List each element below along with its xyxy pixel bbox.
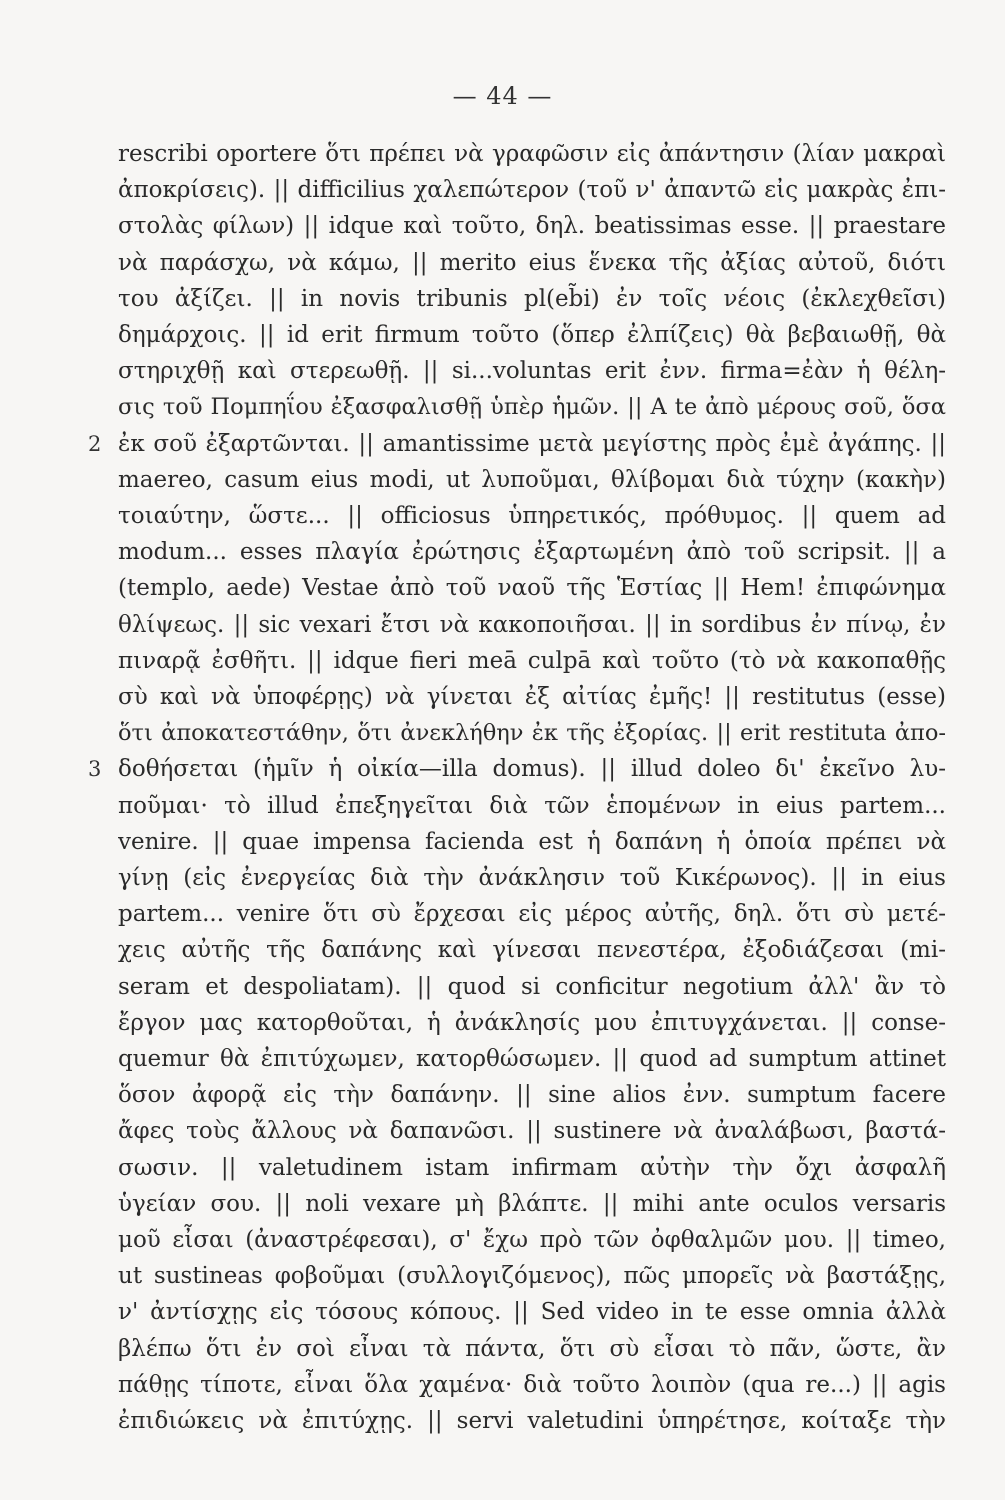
- text-line: δημάρχοις. || id erit firmum τοῦτο (ὅπερ ἐλπίζεις) θὰ βεβαιωθῇ, θὰ: [118, 322, 946, 348]
- text-line: ἔργον μας κατορθοῦται, ἡ ἀνάκλησίς μου ἐπιτυγχάνεται. || conse-: [118, 1009, 946, 1036]
- text-line: ἐκ σοῦ ἐξαρτῶνται. || amantissime μετὰ μεγίστης πρὸς ἐμὲ ἀγάπης. ||: [118, 430, 946, 457]
- text-line: σὺ καὶ νὰ ὑποφέρῃς) νὰ γίνεται ἐξ αἰτίας ἐμῆς! || restitutus (esse): [118, 684, 946, 710]
- text-line: ut sustineas φοβοῦμαι (συλλογιζόμενος), πῶς μπορεῖς νὰ βαστάξῃς,: [118, 1263, 946, 1290]
- text-line: χεις αὐτῆς τῆς δαπάνης καὶ γίνεσαι πενεστέρα, ἐξοδιάζεσαι (mi-: [118, 937, 946, 964]
- text-line: ὅσον ἀφορᾷ εἰς τὴν δαπάνην. || sine alios ἐνν. sumptum facere: [118, 1082, 946, 1109]
- text-line: βλέπω ὅτι ἐν σοὶ εἶναι τὰ πάντα, ὅτι σὺ εἶσαι τὸ πᾶν, ὥστε, ἂν: [118, 1335, 946, 1362]
- text-line: ἀποκρίσεις). || difficilius χαλεπώτερον (τοῦ ν' ἀπαντῶ εἰς μακρὰς ἐπι-: [118, 177, 946, 204]
- text-line: partem... venire ὅτι σὺ ἔρχεσαι εἰς μέρος αὐτῆς, δηλ. ὅτι σὺ μετέ-: [118, 901, 946, 928]
- text-line: ὑγείαν σου. || noli vexare μὴ βλάπτε. || mihi ante oculos versaris: [118, 1190, 946, 1217]
- text-line: πάθῃς τίποτε, εἶναι ὅλα χαμένα· διὰ τοῦτο λοιπὸν (qua re...) || agis: [118, 1371, 946, 1398]
- text-line: ἄφες τοὺς ἄλλους νὰ δαπανῶσι. || sustinere νὰ ἀναλάβωσι, βαστά-: [118, 1118, 946, 1145]
- text-line: του ἀξίζει. || in novis tribunis pl(eb̃i) ἐν τοῖς νέοις (ἐκλεχθεῖσι): [118, 285, 946, 312]
- text-line: τοιαύτην, ὥστε... || officiosus ὑπηρετικός, πρόθυμος. || quem ad: [118, 503, 946, 529]
- text-line: νὰ παράσχω, νὰ κάμω, || merito eius ἕνεκα τῆς ἀξίας αὐτοῦ, διότι: [118, 249, 946, 276]
- text-line: μοῦ εἶσαι (ἀναστρέφεσαι), σ' ἔχω πρὸ τῶν ὀφθαλμῶν μου. || timeo,: [118, 1227, 946, 1253]
- text-line: ν' ἀντίσχῃς εἰς τόσους κόπους. || Sed video in te esse omnia ἀλλὰ: [118, 1299, 946, 1326]
- text-line: modum... esses πλαγία ἐρώτησις ἐξαρτωμένη ἀπὸ τοῦ scripsit. || a: [118, 539, 946, 566]
- text-line: θλίψεως. || sic vexari ἔτσι νὰ κακοποιῆσαι. || in sordibus ἐν πίνῳ, ἐν: [118, 611, 946, 638]
- text-line: seram et despoliatam). || quod si conficitur negotium ἀλλ' ἂν τὸ: [118, 973, 946, 1000]
- text-line: rescribi oportere ὅτι πρέπει νὰ γραφῶσιν εἰς ἀπάντησιν (λίαν μακραὶ: [118, 141, 946, 167]
- text-line: ἐπιδιώκεις νὰ ἐπιτύχῃς. || servi valetudini ὑπηρέτησε, κοίταξε τὴν: [118, 1408, 946, 1434]
- text-line: στολὰς φίλων) || idque καὶ τοῦτο, δηλ. beatissimas esse. || praestare: [118, 213, 946, 240]
- text-line: (templo, aede) Vestae ἀπὸ τοῦ ναοῦ τῆς Ἑστίας || Hem! ἐπιφώνημα: [118, 575, 946, 602]
- text-line: δοθήσεται (ἡμῖν ἡ οἰκία—illa domus). || illud doleo δι' ἐκεῖνο λυ-: [118, 756, 946, 783]
- text-line: σωσιν. || valetudinem istam infirmam αὐτὴν τὴν ὄχι ἀσφαλῆ: [118, 1154, 946, 1181]
- page-number: — 44 —: [452, 82, 553, 110]
- text-line: πιναρᾷ ἐσθῆτι. || idque fieri meā culpā καὶ τοῦτο (τὸ νὰ κακοπαθῇς: [118, 647, 946, 674]
- margin-line-number: 2: [88, 431, 102, 456]
- margin-line-number: 3: [88, 757, 102, 782]
- text-line: quemur θὰ ἐπιτύχωμεν, κατορθώσωμεν. || quod ad sumptum attinet: [118, 1046, 946, 1072]
- text-line: σις τοῦ Πομπηΐου ἐξασφαλισθῇ ὑπὲρ ἡμῶν. || A te ἀπὸ μέρους σοῦ, ὅσα: [118, 394, 946, 421]
- text-line: ὅτι ἀποκατεστάθην, ὅτι ἀνεκλήθην ἐκ τῆς ἐξορίας. || erit restituta ἀπο-: [118, 720, 946, 747]
- text-line: venire. || quae impensa facienda est ἡ δαπάνη ἡ ὁποία πρέπει νὰ: [118, 828, 946, 855]
- text-line: maereo, casum eius modi, ut λυποῦμαι, θλίβομαι διὰ τύχην (κακὴν): [118, 466, 946, 493]
- text-line: γίνῃ (εἰς ἐνεργείας διὰ τὴν ἀνάκλησιν τοῦ Κικέρωνος). || in eius: [118, 865, 946, 891]
- text-line: στηριχθῇ καὶ στερεωθῇ. || si...voluntas erit ἐνν. firma=ἐὰν ἡ θέλη-: [118, 358, 946, 385]
- text-line: ποῦμαι· τὸ illud ἐπεξηγεῖται διὰ τῶν ἑπομένων in eius partem...: [118, 792, 946, 819]
